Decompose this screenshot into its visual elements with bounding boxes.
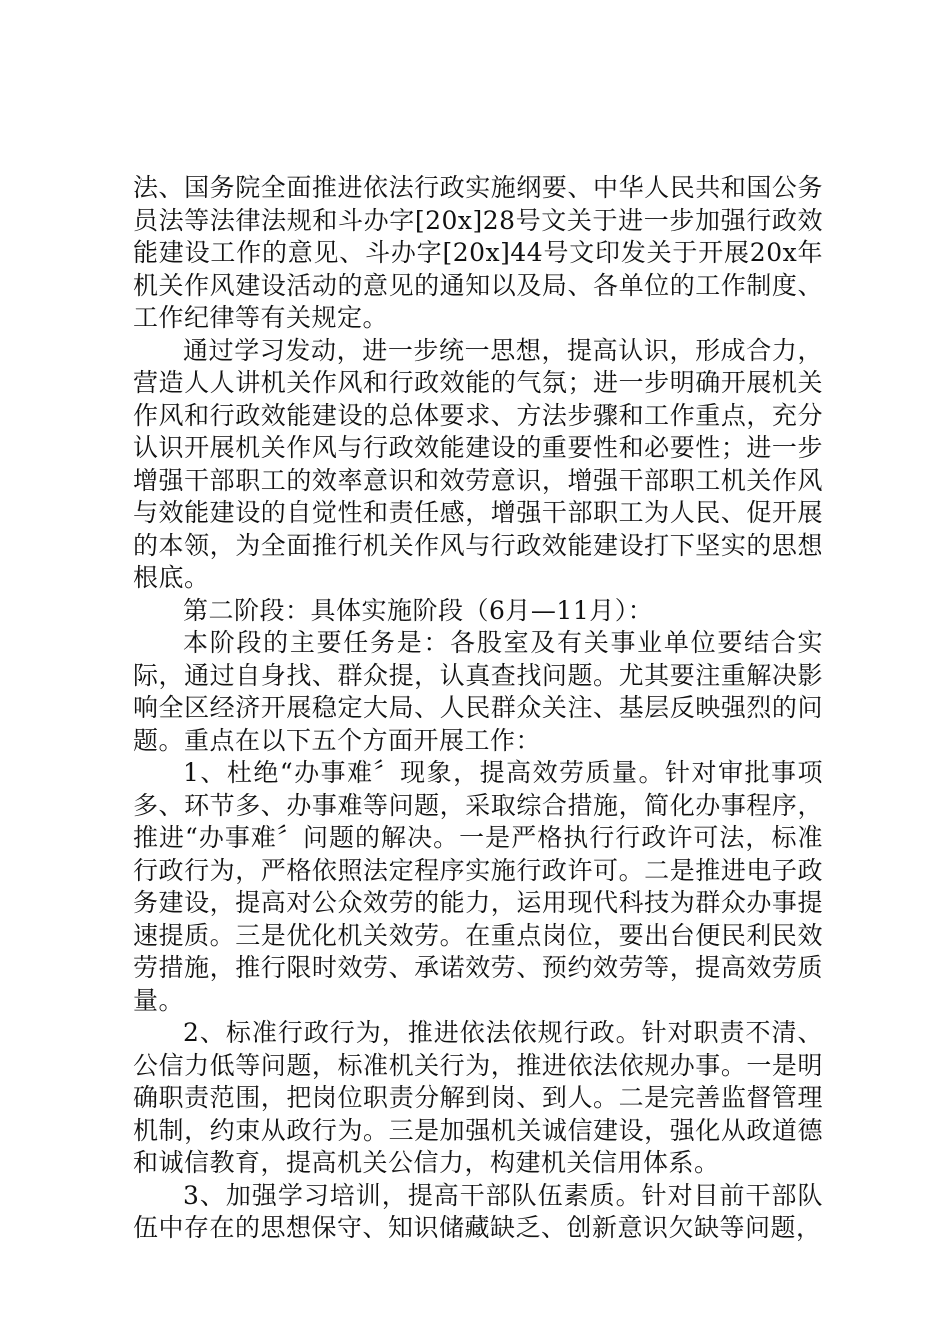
paragraph-stage-two-tasks: 本阶段的主要任务是：各股室及有关事业单位要结合实际，通过自身找、群众提，认真查找问题。尤其要注重解决影响全区经济开展稳定大局、人民群众关注、基层反映强烈的问题。重点在以下五个方面开展工作： (133, 628, 823, 755)
paragraph-item-1: 1、杜绝“办事难〞现象，提高效劳质量。针对审批事项多、环节多、办事难等问题，采取综合措施，简化办事程序，推进“办事难〞问题的解决。一是严格执行行政许可法，标准行政行为，严格依照法定程序实施行政许可。二是推进电子政务建设，提高对公众效劳的能力，运用现代科技为群众办事提速提质。三是优化机关效劳。在重点岗位，要出台便民利民效劳措施，推行限时效劳、承诺效劳、预约效劳等，提高效劳质量。 (133, 758, 823, 1015)
paragraph-item-3: 3、加强学习培训，提高干部队伍素质。针对目前干部队伍中存在的思想保守、知识储藏缺乏、创新意识欠缺等问题， (133, 1180, 823, 1242)
paragraph-stage-two-heading: 第二阶段：具体实施阶段（6月—11月）： (183, 595, 654, 625)
document-body (133, 172, 823, 1245)
paragraph-regulations: 法、国务院全面推进依法行政实施纲要、中华人民共和国公务员法等法律法规和斗办字[20x]28号文关于进一步加强行政效能建设工作的意见、斗办字[20x]44号文印发关于开展20x年机关作风建设活动的意见的通知以及局、各单位的工作制度、工作纪律等有关规定。 (133, 173, 823, 332)
paragraph-study-mobilization: 通过学习发动，进一步统一思想，提高认识，形成合力，营造人人讲机关作风和行政效能的气氛；进一步明确开展机关作风和行政效能建设的总体要求、方法步骤和工作重点，充分认识开展机关作风与行政效能建设的重要性和必要性；进一步增强干部职工的效率意识和效劳意识，增强干部职工机关作风与效能建设的自觉性和责任感，增强干部职工为人民、促开展的本领，为全面推行机关作风与行政效能建设打下坚实的思想根底。 (133, 335, 823, 592)
paragraph-item-2: 2、标准行政行为，推进依法依规行政。针对职责不清、公信力低等问题，标准机关行为，推进依法依规办事。一是明确职责范围，把岗位职责分解到岗、到人。二是完善监督管理机制，约束从政行为。三是加强机关诚信建设，强化从政道德和诚信教育，提高机关公信力，构建机关信用体系。 (133, 1018, 823, 1177)
